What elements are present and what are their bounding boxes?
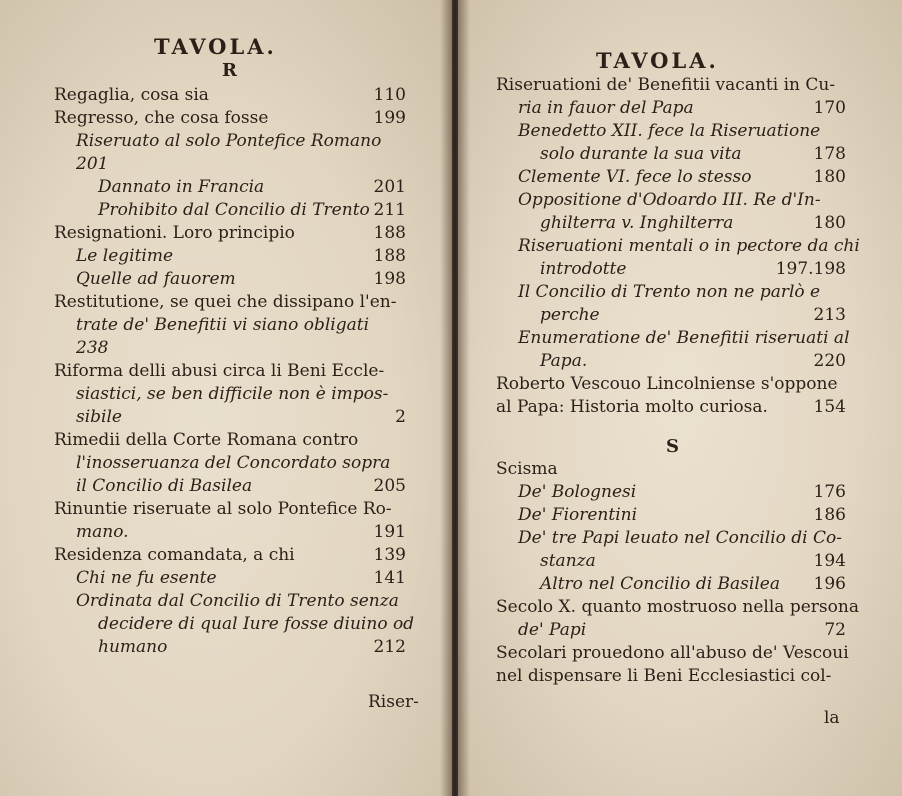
index-entry-text: Quelle ad fauorem (76, 269, 236, 289)
index-entry (54, 544, 406, 567)
page-number: 139 (373, 545, 406, 565)
page-number: 220 (813, 351, 846, 371)
right-page (458, 0, 902, 796)
index-entry-text: mano. (76, 522, 129, 542)
index-entry-text: humano (98, 637, 168, 657)
page-number: 196 (813, 574, 846, 594)
index-entry (54, 222, 406, 245)
index-entry (540, 143, 846, 166)
index-entry (540, 550, 846, 573)
index-entry-text: Chi ne fu esente (76, 568, 217, 588)
page-number: 178 (813, 144, 846, 164)
page-number: 141 (373, 568, 406, 588)
index-entry-text: Secolo X. quanto mostruoso nella persona (496, 597, 859, 617)
index-entry-text: Il Concilio di Trento non ne parlò e (518, 282, 821, 302)
page-number: 188 (373, 246, 406, 266)
index-entry (98, 199, 406, 222)
index-entry (496, 596, 859, 619)
page-number: 211 (373, 200, 406, 220)
index-entry-text: De' Fiorentini (518, 505, 638, 525)
index-entry (518, 281, 846, 304)
index-entry (540, 350, 846, 373)
index-entry (540, 573, 846, 596)
catchword-left: Riser- (368, 692, 419, 712)
running-head-right: TAVOLA. (596, 48, 719, 73)
index-entry-text: Regresso, che cosa fosse (54, 108, 269, 128)
index-entry (496, 373, 846, 396)
index-entry (76, 475, 406, 498)
index-entry-text: Rimedii della Corte Romana contro (54, 430, 359, 450)
index-entry (518, 527, 846, 550)
index-entry (76, 337, 406, 360)
index-entry (76, 314, 406, 337)
index-entry-text: Papa. (540, 351, 588, 371)
index-entry (54, 360, 406, 383)
index-entry-text: al Papa: Historia molto curiosa. (496, 397, 768, 417)
index-entry (98, 176, 406, 199)
index-entry (518, 189, 846, 212)
page-number: 194 (813, 551, 846, 571)
index-entry-text: De' tre Papi leuato nel Concilio di Co- (518, 528, 842, 548)
index-entry (76, 406, 406, 429)
index-entry-text: Roberto Vescouo Lincolniense s'oppone (496, 374, 838, 394)
index-entry (98, 636, 406, 659)
index-entry (76, 452, 406, 475)
index-entry (76, 567, 406, 590)
page-number: 176 (813, 482, 846, 502)
index-entry-text: Altro nel Concilio di Basilea (540, 574, 780, 594)
page-number: 197.198 (775, 259, 846, 279)
index-entry (518, 120, 846, 143)
index-entry-text: sibile (76, 407, 122, 427)
index-entry-text: Oppositione d'Odoardo III. Re d'In- (518, 190, 821, 210)
page-number: 205 (373, 476, 406, 496)
index-entry (76, 383, 406, 406)
page-number: 110 (373, 85, 406, 105)
section-letter-r: R (222, 60, 237, 81)
page-number: 2 (395, 407, 406, 427)
index-entry (496, 74, 846, 97)
right-index-entries-s (496, 458, 859, 688)
index-entry (496, 458, 846, 481)
index-entry-text: Rinuntie riseruate al solo Pontefice Ro- (54, 499, 392, 519)
page-number: 212 (373, 637, 406, 657)
index-entry-text: Scisma (496, 459, 558, 479)
index-entry (76, 153, 406, 176)
index-entry-text: Enumeratione de' Benefitii riseruati al (518, 328, 850, 348)
index-entry-text: trate de' Benefitii vi siano obligati (76, 315, 370, 335)
running-head-left: TAVOLA. (154, 34, 277, 59)
index-entry (518, 97, 846, 120)
index-entry-text: Ordinata dal Concilio di Trento senza (76, 591, 399, 611)
index-entry-text: Dannato in Francia (98, 177, 265, 197)
page-number: 199 (373, 108, 406, 128)
index-entry (540, 304, 846, 327)
index-entry-text: Riseruationi de' Benefitii vacanti in Cu- (496, 75, 836, 95)
page-number: 180 (813, 213, 846, 233)
index-entry (98, 613, 415, 636)
index-entry-text: ria in fauor del Papa (518, 98, 694, 118)
page-number: 201 (373, 177, 406, 197)
catchword-right: la (824, 708, 840, 728)
index-entry-text: Clemente VI. fece lo stesso (518, 167, 752, 187)
index-entry-text: Benedetto XII. fece la Riseruatione (518, 121, 821, 141)
index-entry (518, 481, 846, 504)
index-entry-text: Restitutione, se quei che dissipano l'en- (54, 292, 397, 312)
index-entry-text: perche (540, 305, 600, 325)
index-entry (76, 245, 406, 268)
index-entry (76, 268, 406, 291)
index-entry-text: Secolari prouedono all'abuso de' Vescoui (496, 643, 849, 663)
page-number: 213 (813, 305, 846, 325)
left-index-entries (54, 84, 415, 659)
index-entry-text: de' Papi (518, 620, 587, 640)
index-entry (496, 396, 846, 419)
index-entry (540, 212, 846, 235)
index-entry (76, 590, 406, 613)
book-gutter (440, 0, 470, 796)
index-entry-text: Le legitime (76, 246, 174, 266)
index-entry-text: introdotte (540, 259, 627, 279)
index-entry-text: decidere di qual Iure fosse diuino od (98, 614, 415, 634)
index-entry (54, 291, 406, 314)
index-entry (518, 619, 846, 642)
index-entry-text: stanza (540, 551, 596, 571)
right-index-entries-r (496, 74, 860, 419)
index-entry-text: 201 (76, 154, 109, 174)
index-entry-text: Riseruato al solo Pontefice Romano (76, 131, 382, 151)
index-entry (518, 504, 846, 527)
index-entry-text: nel dispensare li Beni Ecclesiastici col- (496, 666, 832, 686)
section-letter-s: S (666, 436, 679, 457)
index-entry-text: Prohibito dal Concilio di Trento (98, 200, 370, 220)
index-entry (54, 84, 406, 107)
index-entry-text: l'inosseruanza del Concordato sopra (76, 453, 391, 473)
index-entry (496, 642, 849, 665)
page-number: 188 (373, 223, 406, 243)
index-entry (76, 130, 406, 153)
index-entry-text: siastici, se ben difficile non è impos- (76, 384, 389, 404)
index-entry (518, 166, 846, 189)
index-entry-text: Regaglia, cosa sia (54, 85, 209, 105)
index-entry (54, 429, 406, 452)
index-entry-text: ghilterra v. Inghilterra (540, 213, 734, 233)
index-entry-text: 238 (76, 338, 109, 358)
index-entry (54, 498, 406, 521)
index-entry-text: Residenza comandata, a chi (54, 545, 295, 565)
page-number: 170 (813, 98, 846, 118)
page-number: 154 (813, 397, 846, 417)
page-number: 191 (373, 522, 406, 542)
index-entry (518, 235, 860, 258)
index-entry-text: Riforma delli abusi circa li Beni Eccle- (54, 361, 385, 381)
page-number: 180 (813, 167, 846, 187)
index-entry (496, 665, 846, 688)
index-entry (518, 327, 850, 350)
index-entry (54, 107, 406, 130)
index-entry-text: solo durante la sua vita (540, 144, 742, 164)
index-entry-text: Riseruationi mentali o in pectore da chi (518, 236, 860, 256)
index-entry-text: De' Bolognesi (518, 482, 637, 502)
page-number: 72 (824, 620, 846, 640)
page-number: 186 (813, 505, 846, 525)
index-entry-text: il Concilio di Basilea (76, 476, 253, 496)
index-entry (76, 521, 406, 544)
page-number: 198 (373, 269, 406, 289)
index-entry (540, 258, 846, 281)
index-entry-text: Resignationi. Loro principio (54, 223, 295, 243)
